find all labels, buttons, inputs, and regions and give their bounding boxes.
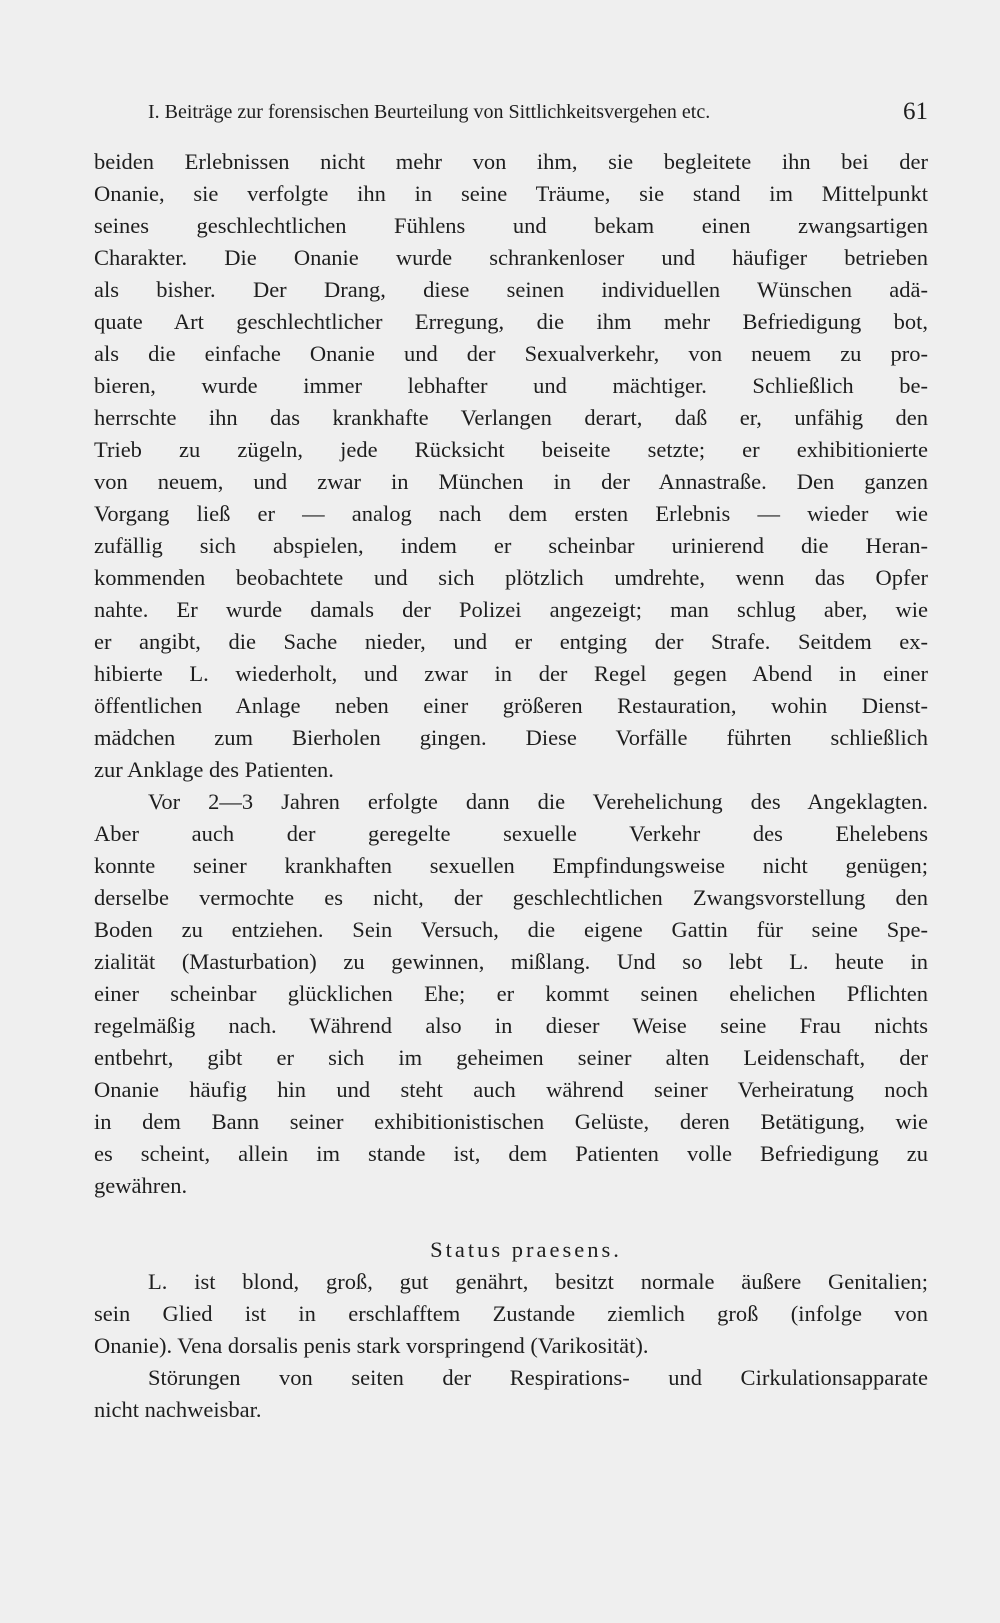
text-line: mädchen zum Bierholen gingen. Diese Vorfälle führten schließlich: [94, 725, 928, 750]
text-line: einer scheinbar glücklichen Ehe; er kommt seinen ehelichen Pflichten: [94, 981, 928, 1006]
section-heading: Status praesens.: [430, 1237, 622, 1262]
text-line: in dem Bann seiner exhibitionistischen Gelüste, deren Betätigung, wie: [94, 1109, 928, 1134]
text-line: Aber auch der geregelte sexuelle Verkehr des Ehelebens: [94, 821, 928, 846]
text-line: Vorgang ließ er — analog nach dem ersten Erlebnis — wieder wie: [94, 501, 928, 526]
text-line: von neuem, und zwar in München in der Annastraße. Den ganzen: [94, 469, 928, 494]
text-line: zufällig sich abspielen, indem er scheinbar urinierend die Heran-: [94, 533, 928, 558]
text-line: konnte seiner krankhaften sexuellen Empfindungsweise nicht genügen;: [94, 853, 928, 878]
text-line: zialität (Masturbation) zu gewinnen, mißlang. Und so lebt L. heute in: [94, 949, 928, 974]
text-line: regelmäßig nach. Während also in dieser Weise seine Frau nichts: [94, 1013, 928, 1038]
text-line: quate Art geschlechtlicher Erregung, die ihm mehr Befriedigung bot,: [94, 309, 928, 334]
text-line: sein Glied ist in erschlafftem Zustande ziemlich groß (infolge von: [94, 1301, 928, 1326]
text-line: Onanie). Vena dorsalis penis stark vorspringend (Varikosität).: [94, 1333, 649, 1358]
running-header: [148, 92, 928, 132]
text-line: entbehrt, gibt er sich im geheimen seiner alten Leidenschaft, der: [94, 1045, 928, 1070]
text-line: Trieb zu zügeln, jede Rücksicht beiseite setzte; er exhibitionierte: [94, 437, 928, 462]
text-line: herrschte ihn das krankhafte Verlangen derart, daß er, unfähig den: [94, 405, 928, 430]
text-line: öffentlichen Anlage neben einer größeren Restauration, wohin Dienst-: [94, 693, 928, 718]
text-line: es scheint, allein im stande ist, dem Patienten volle Befriedigung zu: [94, 1141, 928, 1166]
text-line: nahte. Er wurde damals der Polizei angezeigt; man schlug aber, wie: [94, 597, 928, 622]
text-line: Vor 2—3 Jahren erfolgte dann die Verehelichung des Angeklagten.: [148, 789, 928, 814]
running-title: I. Beiträge zur forensischen Beurteilung von Sittlichkeitsvergehen etc.: [148, 101, 711, 123]
text-line: Boden zu entziehen. Sein Versuch, die eigene Gattin für seine Spe-: [94, 917, 928, 942]
section-spacer: [94, 1202, 928, 1234]
page-number: 61: [903, 98, 928, 125]
text-line: L. ist blond, groß, gut genährt, besitzt normale äußere Genitalien;: [148, 1269, 928, 1294]
text-line: Störungen von seiten der Respirations- und Cirkulationsapparate: [148, 1365, 928, 1390]
text-line: derselbe vermochte es nicht, der geschlechtlichen Zwangsvorstellung den: [94, 885, 928, 910]
text-line: als die einfache Onanie und der Sexualverkehr, von neuem zu pro-: [94, 341, 928, 366]
text-line: kommenden beobachtete und sich plötzlich umdrehte, wenn das Opfer: [94, 565, 928, 590]
text-line: seines geschlechtlichen Fühlens und bekam einen zwangsartigen: [94, 213, 928, 238]
text-line: Onanie, sie verfolgte ihn in seine Träume, sie stand im Mittelpunkt: [94, 181, 928, 206]
text-line: bieren, wurde immer lebhafter und mächtiger. Schließlich be-: [94, 373, 928, 398]
text-line: Onanie häufig hin und steht auch während seiner Verheiratung noch: [94, 1077, 928, 1102]
text-line: nicht nachweisbar.: [94, 1397, 262, 1422]
text-line: gewähren.: [94, 1173, 188, 1198]
text-line: er angibt, die Sache nieder, und er entging der Strafe. Seitdem ex-: [94, 629, 928, 654]
text-line: Charakter. Die Onanie wurde schrankenloser und häufiger betrieben: [94, 245, 928, 270]
text-line: beiden Erlebnissen nicht mehr von ihm, sie begleitete ihn bei der: [94, 149, 928, 174]
body-text: [94, 146, 928, 1426]
text-line: zur Anklage des Patienten.: [94, 757, 334, 782]
text-line: hibierte L. wiederholt, und zwar in der Regel gegen Abend in einer: [94, 661, 928, 686]
text-line: als bisher. Der Drang, diese seinen individuellen Wünschen adä-: [94, 277, 928, 302]
